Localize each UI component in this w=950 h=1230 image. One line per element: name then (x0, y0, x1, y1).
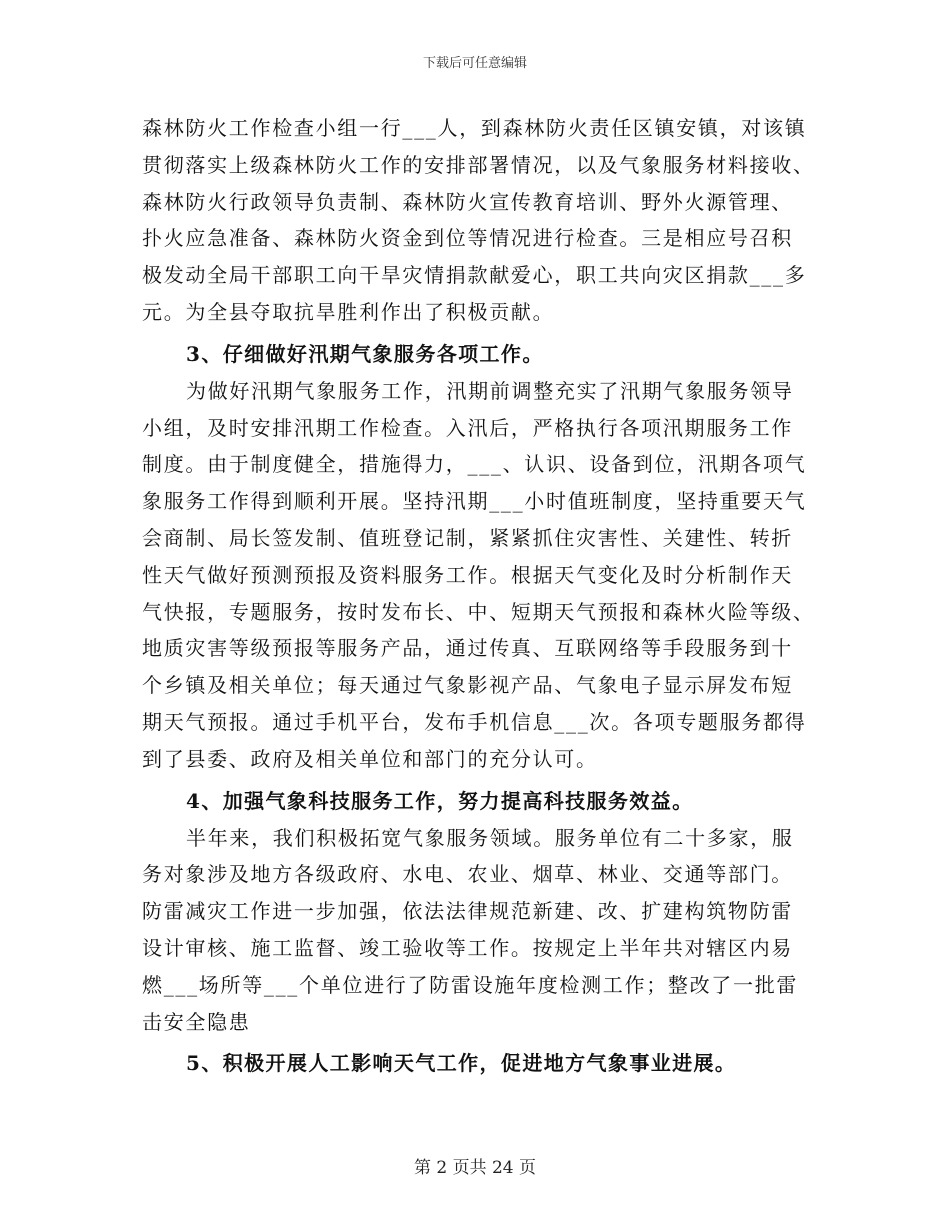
section-3-paragraph (142, 373, 815, 778)
document-body (142, 110, 815, 1082)
paragraph-continuation (142, 110, 815, 331)
text-line: 极发动全局干部职工向干旱灾情捐款献爱心，职工共向灾区捐款___多 (142, 263, 807, 288)
text-line: 到了县委、政府及相关单位和部门的充分认可。 (142, 746, 598, 771)
text-line: 森林防火行政领导负责制、森林防火宣传教育培训、野外火源管理、 (142, 189, 793, 214)
section-4-paragraph (142, 820, 808, 1041)
text-line: 制度。由于制度健全，措施得力，___、认识、设备到位，汛期各项气 (142, 452, 807, 477)
text-line: 会商制、局长签发制、值班登记制，紧紧抓住灾害性、关建性、转折 (142, 525, 793, 550)
text-line: 象服务工作得到顺利开展。坚持汛期___小时值班制度，坚持重要天气 (142, 489, 807, 514)
text-line: 击安全隐患 (142, 1009, 251, 1034)
text-line: 为做好汛期气象服务工作，汛期前调整充实了汛期气象服务领导 (186, 378, 794, 403)
page-number-footer: 第 2 页共 24 页 (413, 1158, 537, 1178)
section-heading-4: 4、加强气象科技服务工作，努力提高科技服务效益。 (186, 788, 694, 813)
text-line: 小组，及时安排汛期工作检查。入汛后，严格执行各项汛期服务工作 (142, 415, 793, 440)
text-line: 性天气做好预测预报及资料服务工作。根据天气变化及时分析制作天 (142, 562, 793, 587)
text-line: 贯彻落实上级森林防火工作的安排部署情况，以及气象服务材料接收、 (142, 152, 815, 177)
text-line: 元。为全县夺取抗旱胜利作出了积极贡献。 (142, 299, 555, 324)
text-line: 设计审核、施工监督、竣工验收等工作。按规定上半年共对辖区内易 (142, 935, 793, 960)
text-line: 务对象涉及地方各级政府、水电、农业、烟草、林业、交通等部门。 (142, 862, 793, 887)
text-line: 燃___场所等___个单位进行了防雷设施年度检测工作；整改了一批雷 (142, 972, 799, 997)
text-line: 个乡镇及相关单位；每天通过气象影视产品、气象电子显示屏发布短 (142, 673, 793, 698)
text-line: 防雷减灾工作进一步加强，依法法律规范新建、改、扩建构筑物防雷 (142, 899, 793, 924)
page-header: 下载后可任意编辑 (422, 56, 527, 71)
section-heading-5: 5、积极开展人工影响天气工作，促进地方气象事业进展。 (186, 1051, 737, 1076)
text-line: 期天气预报。通过手机平台，发布手机信息___次。各项专题服务都得 (142, 709, 807, 734)
text-line: 森林防火工作检查小组一行___人，到森林防火责任区镇安镇，对该镇 (142, 116, 807, 140)
text-line: 扑火应急准备、森林防火资金到位等情况进行检查。三是相应号召积 (142, 226, 793, 251)
text-line: 半年来，我们积极拓宽气象服务领域。服务单位有二十多家，服 (186, 825, 794, 850)
section-heading-3: 3、仔细做好汛期气象服务各项工作。 (186, 341, 544, 366)
text-line: 地质灾害等级预报等服务产品，通过传真、互联网络等手段服务到十 (142, 636, 793, 661)
text-line: 气快报，专题服务，按时发布长、中、短期天气预报和森林火险等级、 (142, 599, 815, 624)
